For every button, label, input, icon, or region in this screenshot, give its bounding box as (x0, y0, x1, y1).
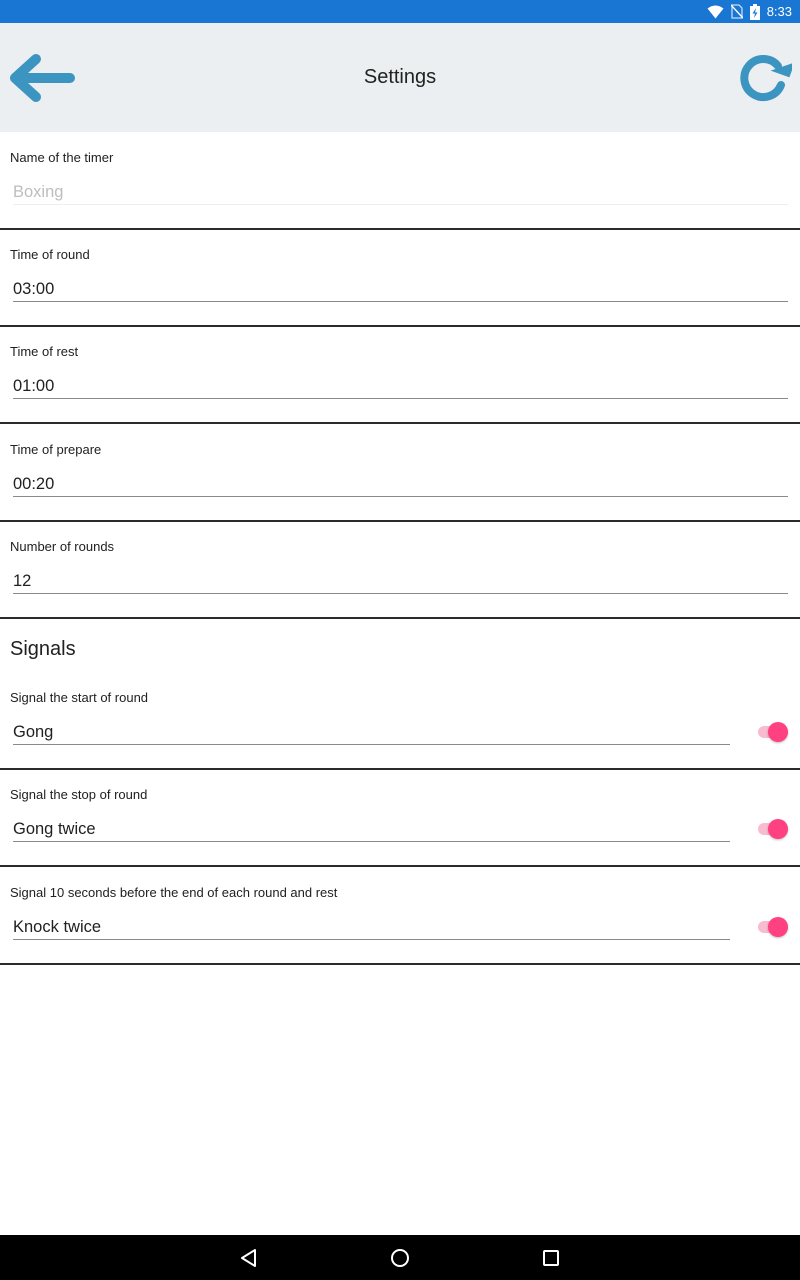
nav-recents-button[interactable] (539, 1246, 563, 1270)
field-label: Time of round (10, 247, 90, 262)
input-underline (13, 744, 730, 745)
field-round-time (0, 230, 800, 327)
recents-square-icon (539, 1246, 563, 1270)
toggle-thumb (768, 917, 788, 937)
nav-back-button[interactable] (237, 1246, 261, 1270)
toggle-thumb (768, 819, 788, 839)
wifi-icon (707, 5, 724, 19)
input-underline (13, 398, 788, 399)
nav-home-button[interactable] (388, 1246, 412, 1270)
input-underline (13, 204, 788, 205)
field-rounds (0, 522, 800, 619)
section-title-signals: Signals (10, 638, 76, 660)
field-label: Signal the stop of round (10, 787, 148, 802)
field-signal-warning (0, 867, 800, 964)
refresh-button[interactable] (734, 52, 792, 104)
field-label: Signal the start of round (10, 690, 149, 705)
rest-time-input[interactable]: 01:00 (13, 377, 55, 395)
divider (0, 963, 800, 965)
round-time-input[interactable]: 03:00 (13, 280, 55, 298)
field-label: Time of prepare (10, 442, 102, 457)
field-signal-stop (0, 770, 800, 867)
field-prepare-time (0, 424, 800, 521)
signal-start-toggle[interactable] (757, 721, 791, 743)
field-label: Number of rounds (10, 539, 115, 554)
rounds-input[interactable]: 12 (13, 572, 32, 590)
battery-charging-icon (750, 4, 760, 20)
divider (0, 617, 800, 619)
field-signal-start (0, 670, 800, 770)
status-icons (707, 0, 792, 23)
input-underline (13, 593, 788, 594)
field-timer-name (0, 132, 800, 230)
system-nav-bar (0, 1235, 800, 1280)
input-underline (13, 301, 788, 302)
home-circle-icon (388, 1246, 412, 1270)
signal-warning-input[interactable]: Knock twice (13, 918, 102, 936)
field-label: Signal 10 seconds before the end of each round and rest (10, 885, 338, 900)
prepare-time-input[interactable]: 00:20 (13, 475, 55, 493)
field-label: Name of the timer (10, 150, 114, 165)
refresh-icon (734, 52, 792, 104)
status-bar (0, 0, 800, 23)
timer-name-input[interactable]: Boxing (13, 183, 64, 201)
no-sim-icon (731, 4, 743, 19)
back-triangle-icon (237, 1246, 261, 1270)
status-time: 8:33 (766, 4, 792, 19)
page-title: Settings (363, 66, 437, 88)
toggle-thumb (768, 722, 788, 742)
app-bar (0, 23, 800, 132)
signal-stop-input[interactable]: Gong twice (13, 820, 96, 838)
signal-stop-toggle[interactable] (757, 818, 791, 840)
signal-start-input[interactable]: Gong (13, 723, 54, 741)
signal-warning-toggle[interactable] (757, 916, 791, 938)
input-underline (13, 939, 730, 940)
input-underline (13, 841, 730, 842)
field-rest-time (0, 327, 800, 424)
input-underline (13, 496, 788, 497)
field-label: Time of rest (10, 344, 79, 359)
